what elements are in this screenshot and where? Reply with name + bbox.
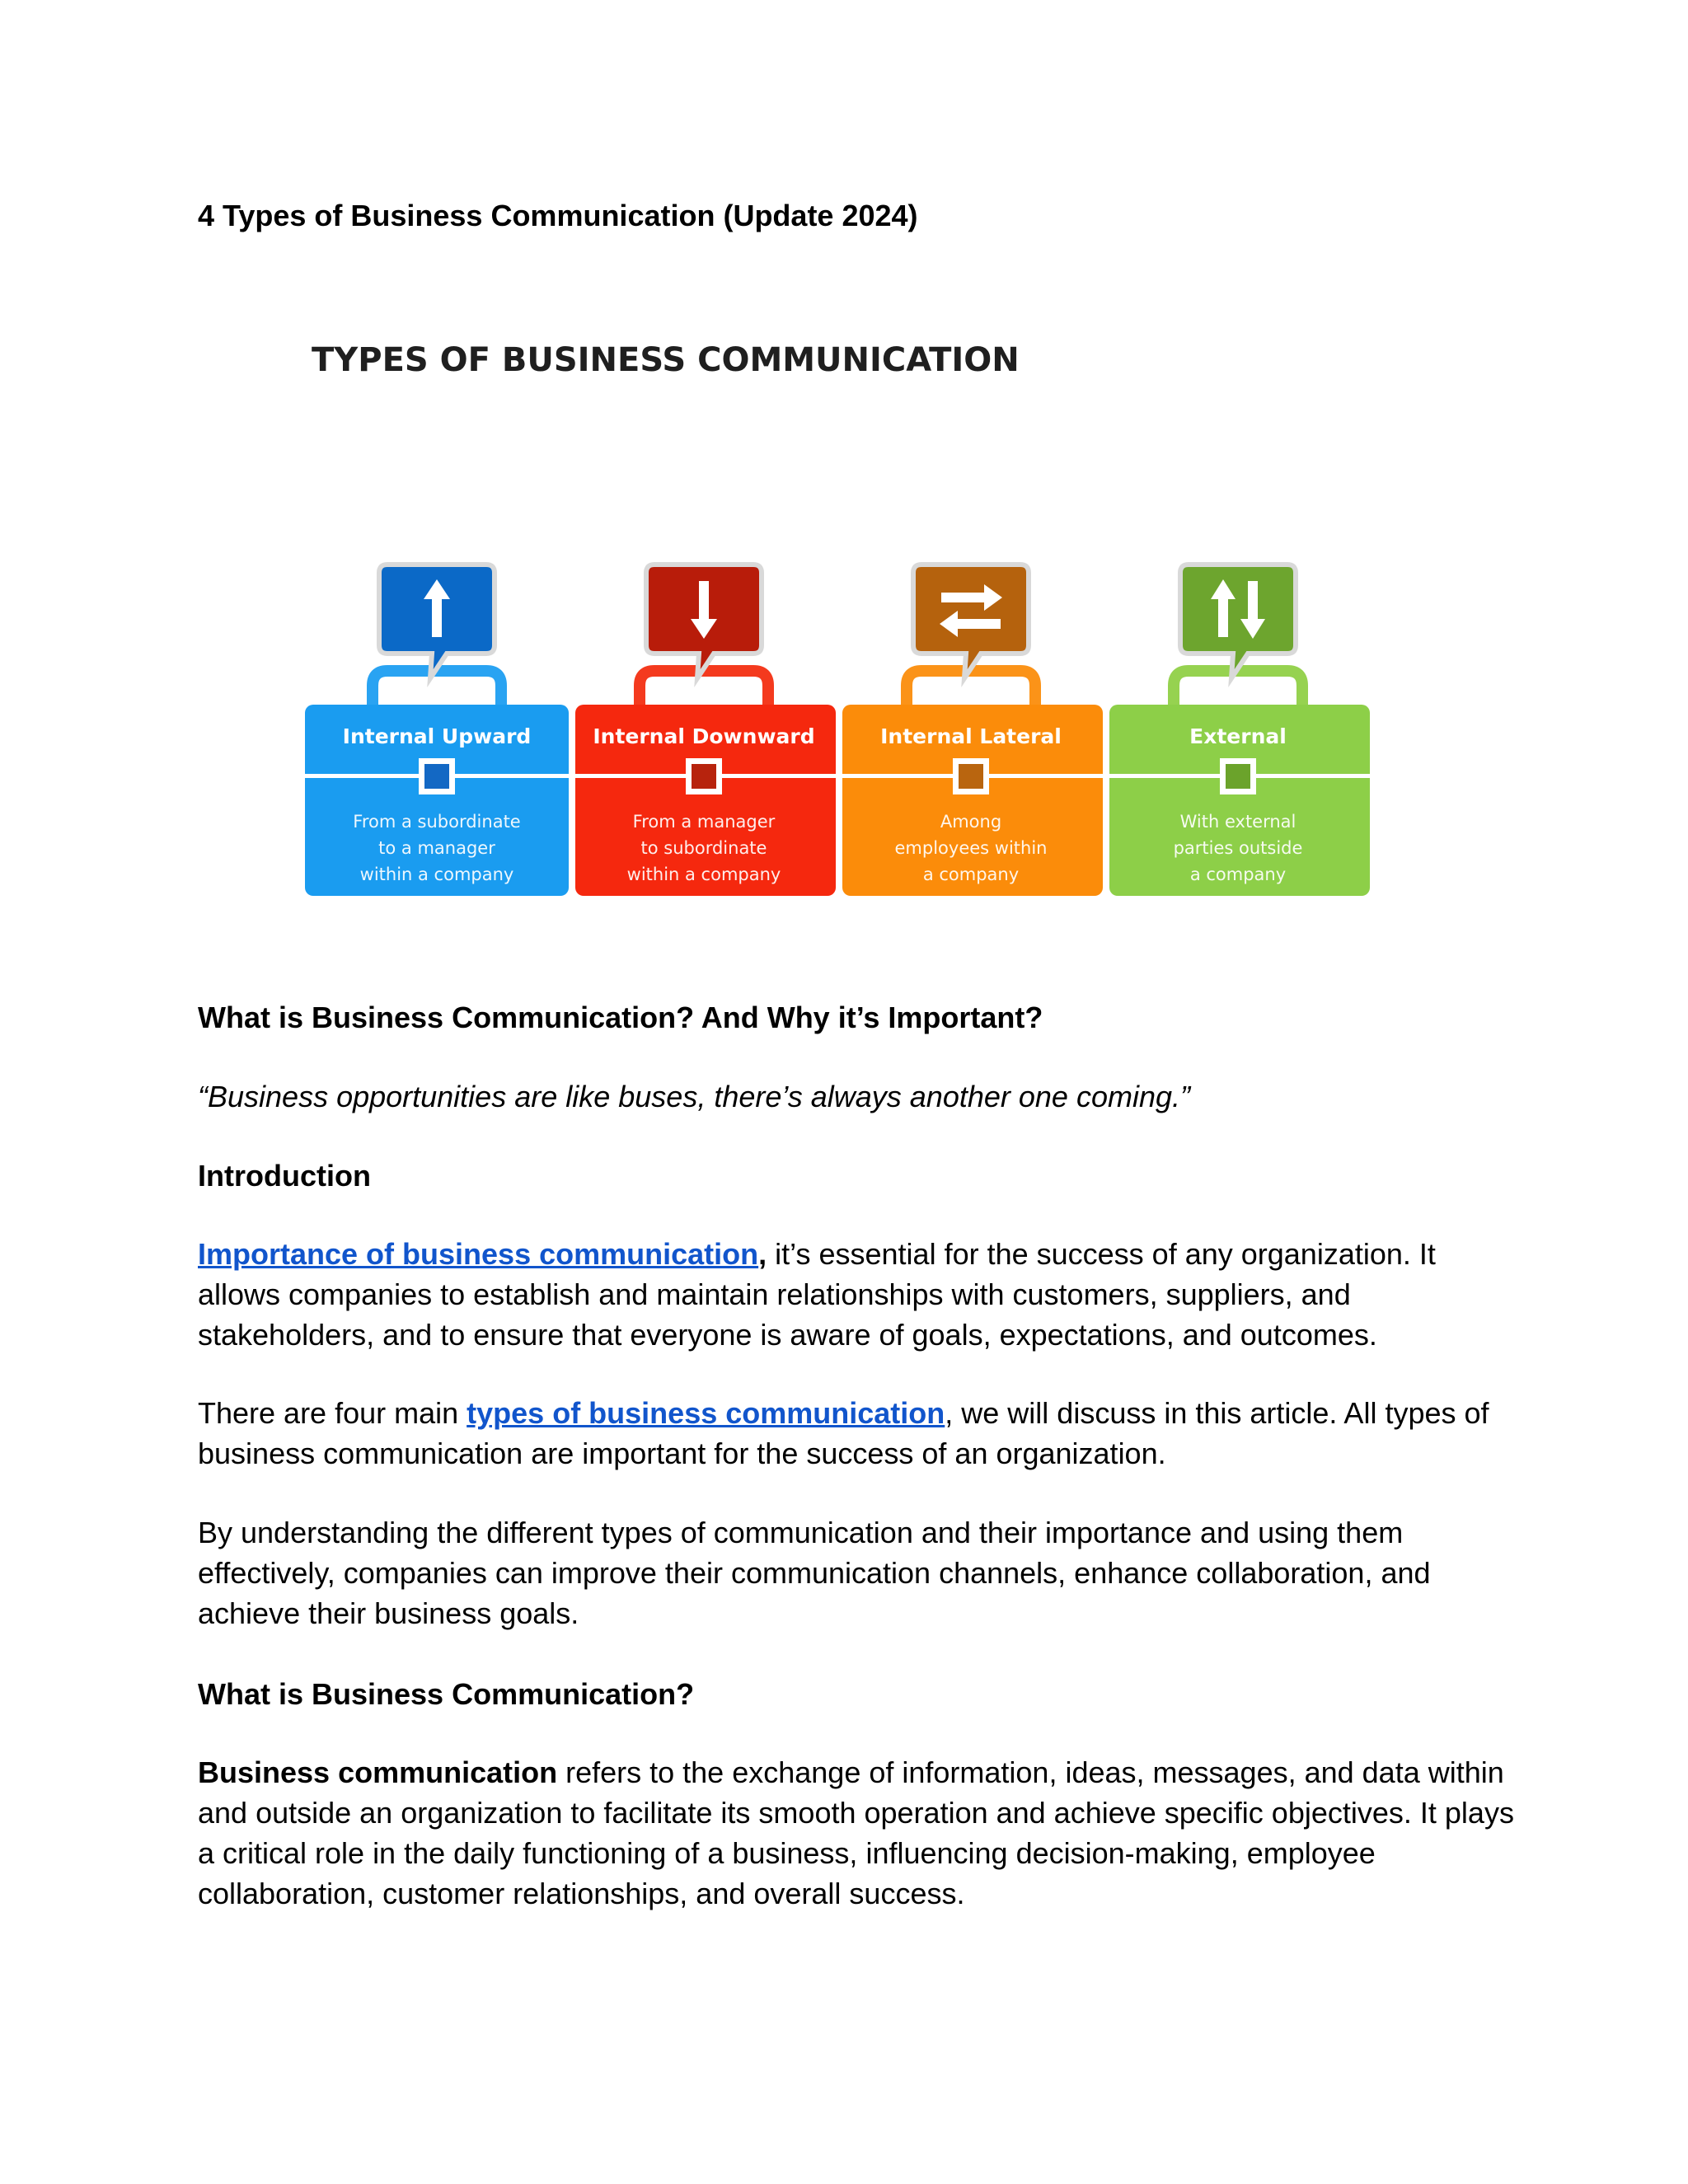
type-description-line: With external (1179, 812, 1296, 832)
definition-term: Business communication (198, 1755, 558, 1789)
infographic-heading: TYPES OF BUSINESS COMMUNICATION (312, 341, 1020, 379)
briefcase-handle (373, 671, 501, 707)
definition-text: refers to the exchange of information, ideas, messages, and data within and outside an organization to facilitate its smooth operation and achieve specific objectives. It plays a critical role in the daily functioning of a business, influencing decision-making, employee collaboration, customer relationships, and overall success. (198, 1755, 1514, 1910)
type-label: External (1189, 724, 1287, 748)
type-card-4 (1109, 565, 1370, 896)
understanding-paragraph: By understanding the different types of communication and their importance and using them effectively, companies can improve their communication channels, enhance collaboration, and achieve their business goals. (198, 1516, 1431, 1630)
document-title: 4 Types of Business Communication (Update 2024) (198, 199, 918, 232)
intro-paragraph-text: it’s essential for the success of any organization. It allows companies to establish and maintain relationships with customers, suppliers, and stakeholders, and to ensure that everyone is aware of goals, expectations, and outcomes. (198, 1237, 1436, 1352)
types-of-business-communication-link[interactable]: types of business communication (467, 1396, 945, 1430)
type-card-1 (305, 565, 569, 896)
definition-paragraph (198, 1752, 1517, 1914)
quote: “Business opportunities are like buses, there’s always another one coming.” (198, 1080, 1190, 1113)
type-description-line: to a manager (378, 838, 495, 858)
type-description-line: From a subordinate (353, 812, 521, 832)
type-label: Internal Downward (593, 724, 815, 748)
intro-paragraph (198, 1234, 1517, 1355)
types-paragraph-before: There are four main (198, 1396, 467, 1430)
type-card-3 (842, 565, 1103, 896)
importance-of-business-communication-link[interactable]: Importance of business communication (198, 1237, 759, 1271)
briefcase-clasp-inner (959, 764, 983, 789)
type-label: Internal Lateral (880, 724, 1062, 748)
type-description-line: within a company (626, 865, 781, 884)
arrows-up-down-icon (1180, 565, 1296, 678)
type-description-line: a company (1189, 865, 1287, 884)
briefcase-clasp-inner (1226, 764, 1250, 789)
briefcase-clasp-inner (692, 764, 716, 789)
type-description-line: Among (940, 812, 1002, 832)
type-label: Internal Upward (342, 724, 532, 748)
types-paragraph (198, 1393, 1517, 1474)
speech-bubble (1180, 565, 1296, 678)
type-description-line: employees within (894, 838, 1048, 858)
type-card-2 (575, 565, 836, 896)
types-paragraph-after: , we will discuss in this article. All types of business communication are important for the success of an organization. (198, 1396, 1489, 1470)
section-heading-what-is: What is Business Communication? (198, 1677, 695, 1711)
arrow-up-icon (379, 565, 495, 678)
type-description-line: within a company (359, 865, 514, 884)
comma: , (758, 1237, 767, 1271)
type-description-line: From a manager (632, 812, 776, 832)
section-heading-introduction: Introduction (198, 1159, 371, 1193)
section-heading-why-important: What is Business Communication? And Why it’s Important? (198, 1001, 1043, 1034)
infographic-graphic (305, 330, 1393, 923)
types-infographic (305, 330, 1393, 923)
briefcase-handle (1174, 671, 1302, 707)
arrow-down-icon (646, 565, 762, 678)
type-description-line: a company (922, 865, 1020, 884)
briefcase-handle (640, 671, 768, 707)
arrows-left-right-icon (913, 565, 1029, 678)
type-description-line: parties outside (1173, 838, 1303, 858)
briefcase-handle (907, 671, 1035, 707)
briefcase-clasp-inner (424, 764, 449, 789)
type-description-line: to subordinate (640, 838, 767, 858)
